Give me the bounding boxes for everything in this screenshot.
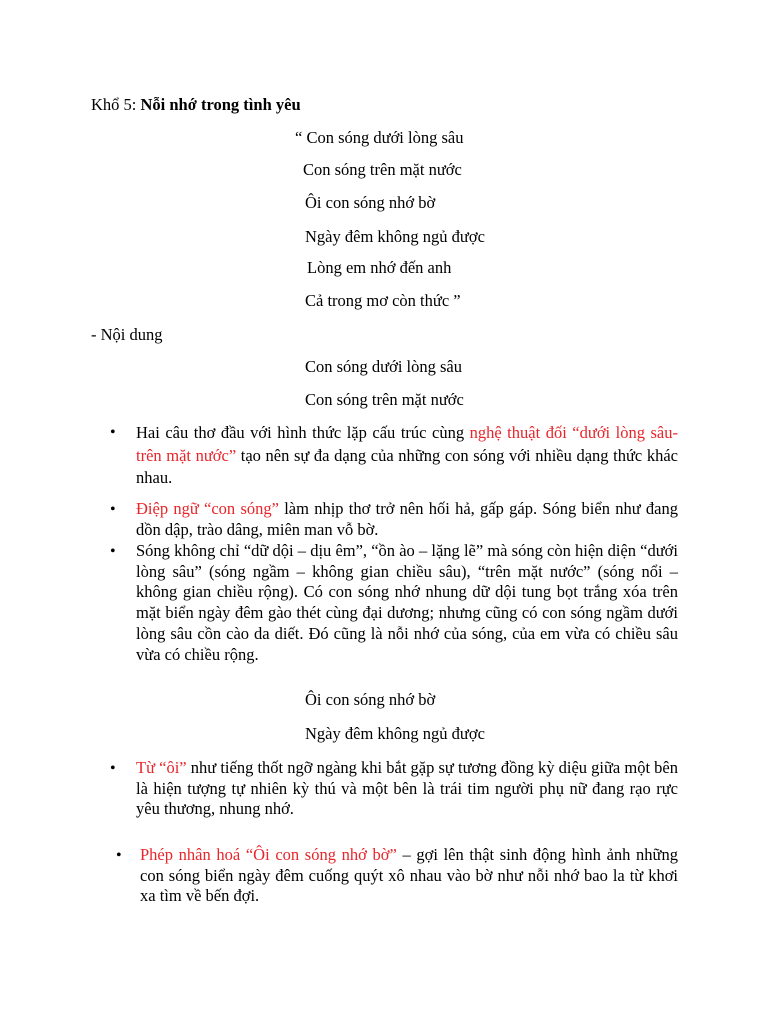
bullet-paragraph-4 (136, 758, 678, 820)
heading-title: Nỗi nhớ trong tình yêu (140, 95, 301, 114)
bullet-marker: • (116, 847, 122, 864)
bullet-marker: • (110, 501, 116, 518)
bullet-paragraph-2 (136, 499, 678, 540)
section-heading (91, 95, 301, 115)
bullet-text-after: như tiếng thốt ngỡ ngàng khi bắt gặp sự tương đồng kỳ diệu giữa một bên là hiện tượng tự nhiên kỳ thú và một bên là trái tim người phụ nữ đang rạo rực yêu thương, nhung nhớ. (136, 758, 678, 819)
stanza-line-3: Ôi con sóng nhớ bờ (305, 193, 436, 212)
stanza-line-1: “ Con sóng dưới lòng sâu (295, 128, 464, 147)
bullet-highlight: nghệ thuật đối “dưới lòng sâu- trên mặt nước” (136, 423, 678, 465)
bullet-marker: • (110, 760, 116, 777)
stanza-line-5: Lòng em nhớ đến anh (307, 258, 452, 277)
bullet-text-before: Hai câu thơ đầu với hình thức lặp cấu trúc cùng (136, 423, 470, 442)
quote2-line-1: Ôi con sóng nhớ bờ (305, 690, 436, 709)
content-label: - Nội dung (91, 325, 163, 344)
stanza-line-6: Cả trong mơ còn thức ” (305, 291, 461, 310)
bullet-marker: • (110, 543, 116, 560)
bullet-paragraph-5 (140, 845, 678, 907)
bullet-text-before: Sóng không chỉ “dữ dội – dịu êm”, “ồn ào – lặng lẽ” mà sóng còn hiện diện “dưới lòng sâu” (sóng ngầm – không gian chiều sâu), “trên mặt nước” (sóng nổi – không gian chiều rộng). Có con sóng nhớ nhung dữ dội tung bọt trắng xóa trên mặt biển ngày đêm gào thét cùng đại dương; nhưng cũng có con sóng ngầm dưới lòng sâu cồn cào da diết. Đó cũng là nỗi nhớ của sóng, của em vừa có chiều sâu vừa có chiều rộng. (136, 541, 678, 664)
bullet-highlight: Phép nhân hoá “Ôi con sóng nhớ bờ” (140, 845, 397, 864)
quote2-line-2: Ngày đêm không ngủ được (305, 724, 485, 743)
bullet-paragraph-1 (136, 422, 678, 490)
heading-prefix: Khổ 5: (91, 95, 141, 114)
quote1-line-1: Con sóng dưới lòng sâu (305, 357, 463, 376)
bullet-highlight: Điệp ngữ “con sóng” (136, 499, 279, 518)
bullet-paragraph-3 (136, 541, 678, 665)
quote1-line-2: Con sóng trên mặt nước (305, 390, 464, 409)
bullet-text-after: – gợi lên thật sinh động hình ảnh những con sóng biển ngày đêm cuống quýt xô nhau vào bờ như nỗi nhớ bao la từ khơi xa tìm về bến đợi. (140, 845, 678, 906)
bullet-text-after: làm nhịp thơ trở nên hối hả, gấp gáp. Sóng biển như đang dồn dập, trào dâng, miên man vỗ bờ. (136, 499, 678, 539)
bullet-text-after: tạo nên sự đa dạng của những con sóng với nhiều dạng thức khác nhau. (136, 445, 678, 487)
stanza-line-2: Con sóng trên mặt nước (303, 160, 462, 179)
stanza-line-4: Ngày đêm không ngủ được (305, 227, 485, 246)
bullet-marker: • (110, 424, 116, 441)
bullet-highlight: Từ “ôi” (136, 758, 187, 777)
